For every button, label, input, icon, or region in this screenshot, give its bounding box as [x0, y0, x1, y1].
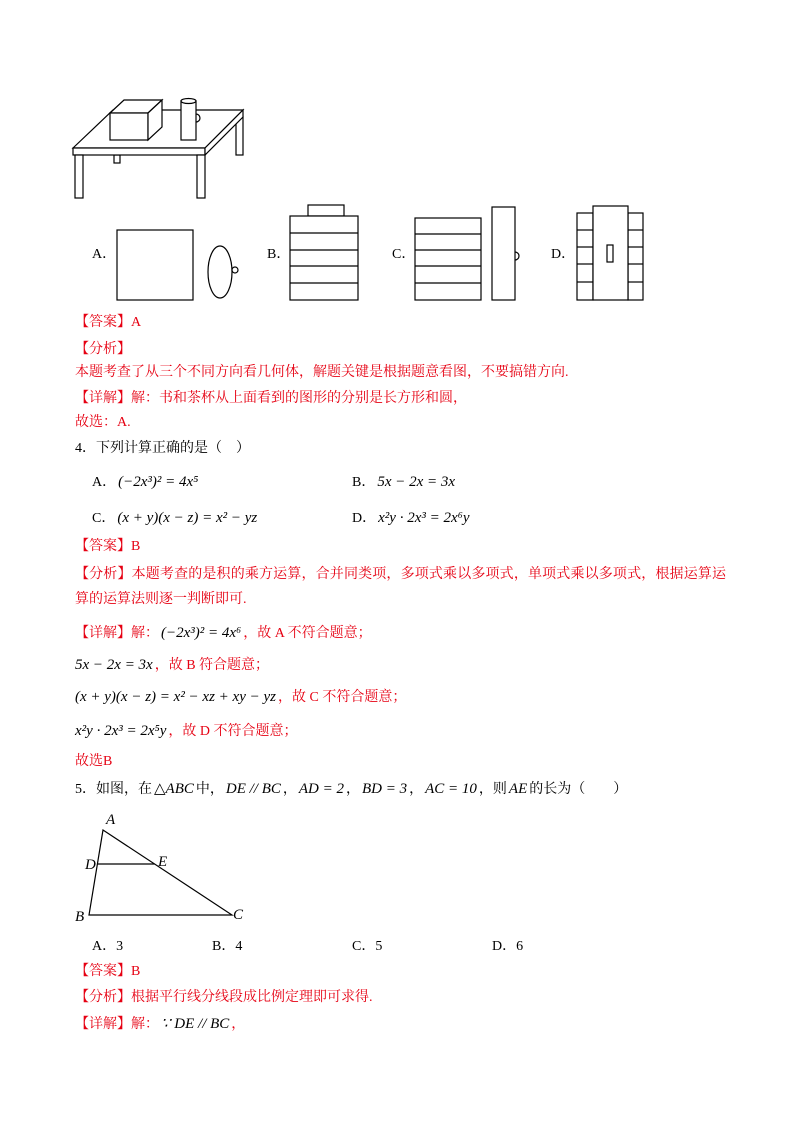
narrow-rect: [492, 207, 515, 300]
stem-text: ，: [346, 782, 360, 797]
question-number: 5．: [75, 782, 96, 797]
q4-detail-step-1: [75, 624, 372, 643]
stem-math-ac: AC = 10: [425, 781, 477, 797]
option-label: B．: [212, 939, 236, 954]
q5-detail: [75, 1015, 245, 1034]
q3-detail: [75, 390, 467, 408]
stem-math-ad: AD = 2: [298, 781, 344, 797]
q4-analysis-line-1: [75, 566, 726, 584]
detail-tag: 【详解】: [75, 626, 131, 641]
stem-text: 中，: [195, 782, 224, 797]
q5-analysis: [75, 989, 373, 1007]
table-back-left-leg: [114, 155, 120, 163]
question-text: 下列计算正确的是（ ）: [96, 441, 250, 456]
answer-value: B: [131, 539, 141, 554]
q5-option-b: [212, 938, 242, 956]
option-label: C．: [352, 939, 376, 954]
triangle-abc: [89, 830, 232, 915]
top-cap-rect: [308, 205, 344, 216]
table-with-book-and-cup-figure: [73, 99, 243, 199]
stem-math-triangle: △ABC: [154, 781, 194, 797]
q3-conclusion: 故选：A.: [75, 415, 131, 430]
step-verdict: ，故 C 不符合题意；: [277, 690, 407, 705]
option-expression: 5x − 2x = 3x: [377, 474, 456, 490]
triangle-abc-figure: [75, 812, 244, 925]
step-expression: x²y · 2x³ = 2x⁵y: [75, 723, 167, 739]
detail-expression: ∵ DE // BC: [161, 1016, 230, 1032]
detail-text: 解：书和茶杯从上面看到的图形的分别是长方形和圆，: [131, 391, 467, 406]
detail-tag: 【详解】: [75, 391, 131, 406]
square-shape: [117, 230, 193, 300]
q4-option-a: [92, 473, 200, 492]
stem-math-parallel: DE // BC: [225, 781, 281, 797]
q3-option-c-label: C．: [392, 247, 416, 262]
stem-text: ，: [282, 782, 297, 797]
detail-intro: 解：: [131, 626, 159, 641]
analysis-tag: 【分析】: [75, 990, 131, 1005]
answer-value: B: [131, 964, 141, 979]
answer-tag: 【答案】: [75, 964, 131, 979]
q3-analysis-text: 本题考查了从三个不同方向看几何体，解题关键是根据题意看图，不要搞错方向.: [75, 365, 569, 380]
option-value: 4: [235, 939, 243, 954]
q5-option-d: [492, 938, 523, 956]
table-front-right-leg: [197, 155, 205, 198]
left-column-rect: [577, 213, 593, 300]
q5-answer: [75, 963, 140, 981]
question-number: 4．: [75, 441, 96, 456]
analysis-text: 本题考查的是积的乘方运算，合并同类项，多项式乘以多项式，单项式乘以多项式，根据运算运: [131, 567, 727, 582]
vertex-label-c: C: [233, 907, 244, 923]
option-c-figure: [415, 207, 519, 300]
q4-detail-step-3: [75, 688, 406, 707]
option-value: 5: [375, 939, 383, 954]
q3-answer: [75, 314, 141, 332]
detail-tag: 【详解】: [75, 1017, 131, 1032]
point-label-e: E: [158, 854, 168, 870]
analysis-text: 根据平行线分线段成比例定理即可求得.: [131, 990, 373, 1005]
book-front-face: [110, 113, 148, 140]
q5-stem: [75, 780, 627, 799]
stem-text: 的长为（ ）: [529, 782, 628, 797]
option-label: A．: [92, 939, 117, 954]
table-top-front-edge: [73, 148, 205, 155]
answer-tag: 【答案】: [75, 539, 131, 554]
stem-math-ae: AE: [508, 781, 528, 797]
inner-handle-rect: [607, 245, 613, 262]
option-label: D．: [492, 939, 517, 954]
q4-detail-step-4: [75, 722, 298, 741]
step-expression: (−2x³)² = 4x⁶: [161, 625, 242, 641]
step-verdict: ，故 B 符合题意；: [154, 658, 270, 673]
analysis-tag: 【分析】: [75, 567, 132, 582]
ellipse-shape: [208, 246, 232, 298]
q3-option-b-label: B．: [267, 247, 291, 262]
stem-text: 如图，在: [96, 782, 152, 797]
cup-rim: [181, 99, 196, 104]
q3-option-a-label: A．: [92, 247, 117, 262]
handle-circle: [232, 267, 238, 273]
stem-text: ，: [409, 782, 424, 797]
step-verdict: ，故 A 不符合题意；: [243, 626, 372, 641]
q4-option-c: [92, 509, 259, 528]
option-value: 3: [116, 939, 124, 954]
right-column-rect: [628, 213, 643, 300]
cup-body: [181, 101, 196, 140]
q4-detail-step-2: [75, 656, 269, 675]
option-expression: x²y · 2x³ = 2x⁶y: [378, 510, 470, 526]
option-expression: (−2x³)² = 4x⁵: [118, 474, 199, 490]
answer-value: A: [131, 315, 142, 330]
option-d-figure: [577, 206, 643, 300]
stacked-rect: [415, 218, 481, 300]
q5-option-a: [92, 938, 123, 956]
answer-tag: 【答案】: [75, 315, 131, 330]
q3-analysis-tag: 【分析】: [75, 342, 131, 357]
option-a-figure: [117, 230, 238, 300]
detail-intro: 解：: [131, 1017, 159, 1032]
vertex-label-b: B: [75, 909, 85, 925]
q3-option-d-label: D．: [551, 247, 576, 262]
q4-stem: [75, 440, 250, 458]
step-expression: 5x − 2x = 3x: [75, 657, 153, 673]
option-expression: (x + y)(x − z) = x² − yz: [117, 510, 258, 526]
table-front-left-leg: [75, 155, 83, 198]
detail-end: ，: [231, 1017, 246, 1032]
q5-option-c: [352, 938, 382, 956]
option-value: 6: [516, 939, 524, 954]
stem-text: ，则: [478, 782, 507, 797]
stem-math-bd: BD = 3: [362, 781, 408, 797]
q4-analysis-line-2: 算的运算法则逐一判断即可.: [75, 592, 247, 607]
q4-answer: [75, 538, 140, 556]
step-verdict: ，故 D 不符合题意；: [168, 724, 298, 739]
q4-option-d: [352, 509, 472, 528]
q4-option-b: [352, 473, 457, 492]
vertex-label-a: A: [106, 812, 116, 828]
option-label: B．: [352, 475, 376, 490]
option-b-figure: [290, 205, 358, 300]
step-expression: (x + y)(x − z) = x² − xz + xy − yz: [75, 689, 276, 705]
option-label: D．: [352, 511, 377, 526]
point-label-d: D: [85, 857, 96, 873]
stacked-rect: [290, 216, 358, 300]
option-label: A．: [92, 475, 117, 490]
q4-conclusion: 故选B: [75, 754, 113, 769]
option-label: C．: [92, 511, 116, 526]
